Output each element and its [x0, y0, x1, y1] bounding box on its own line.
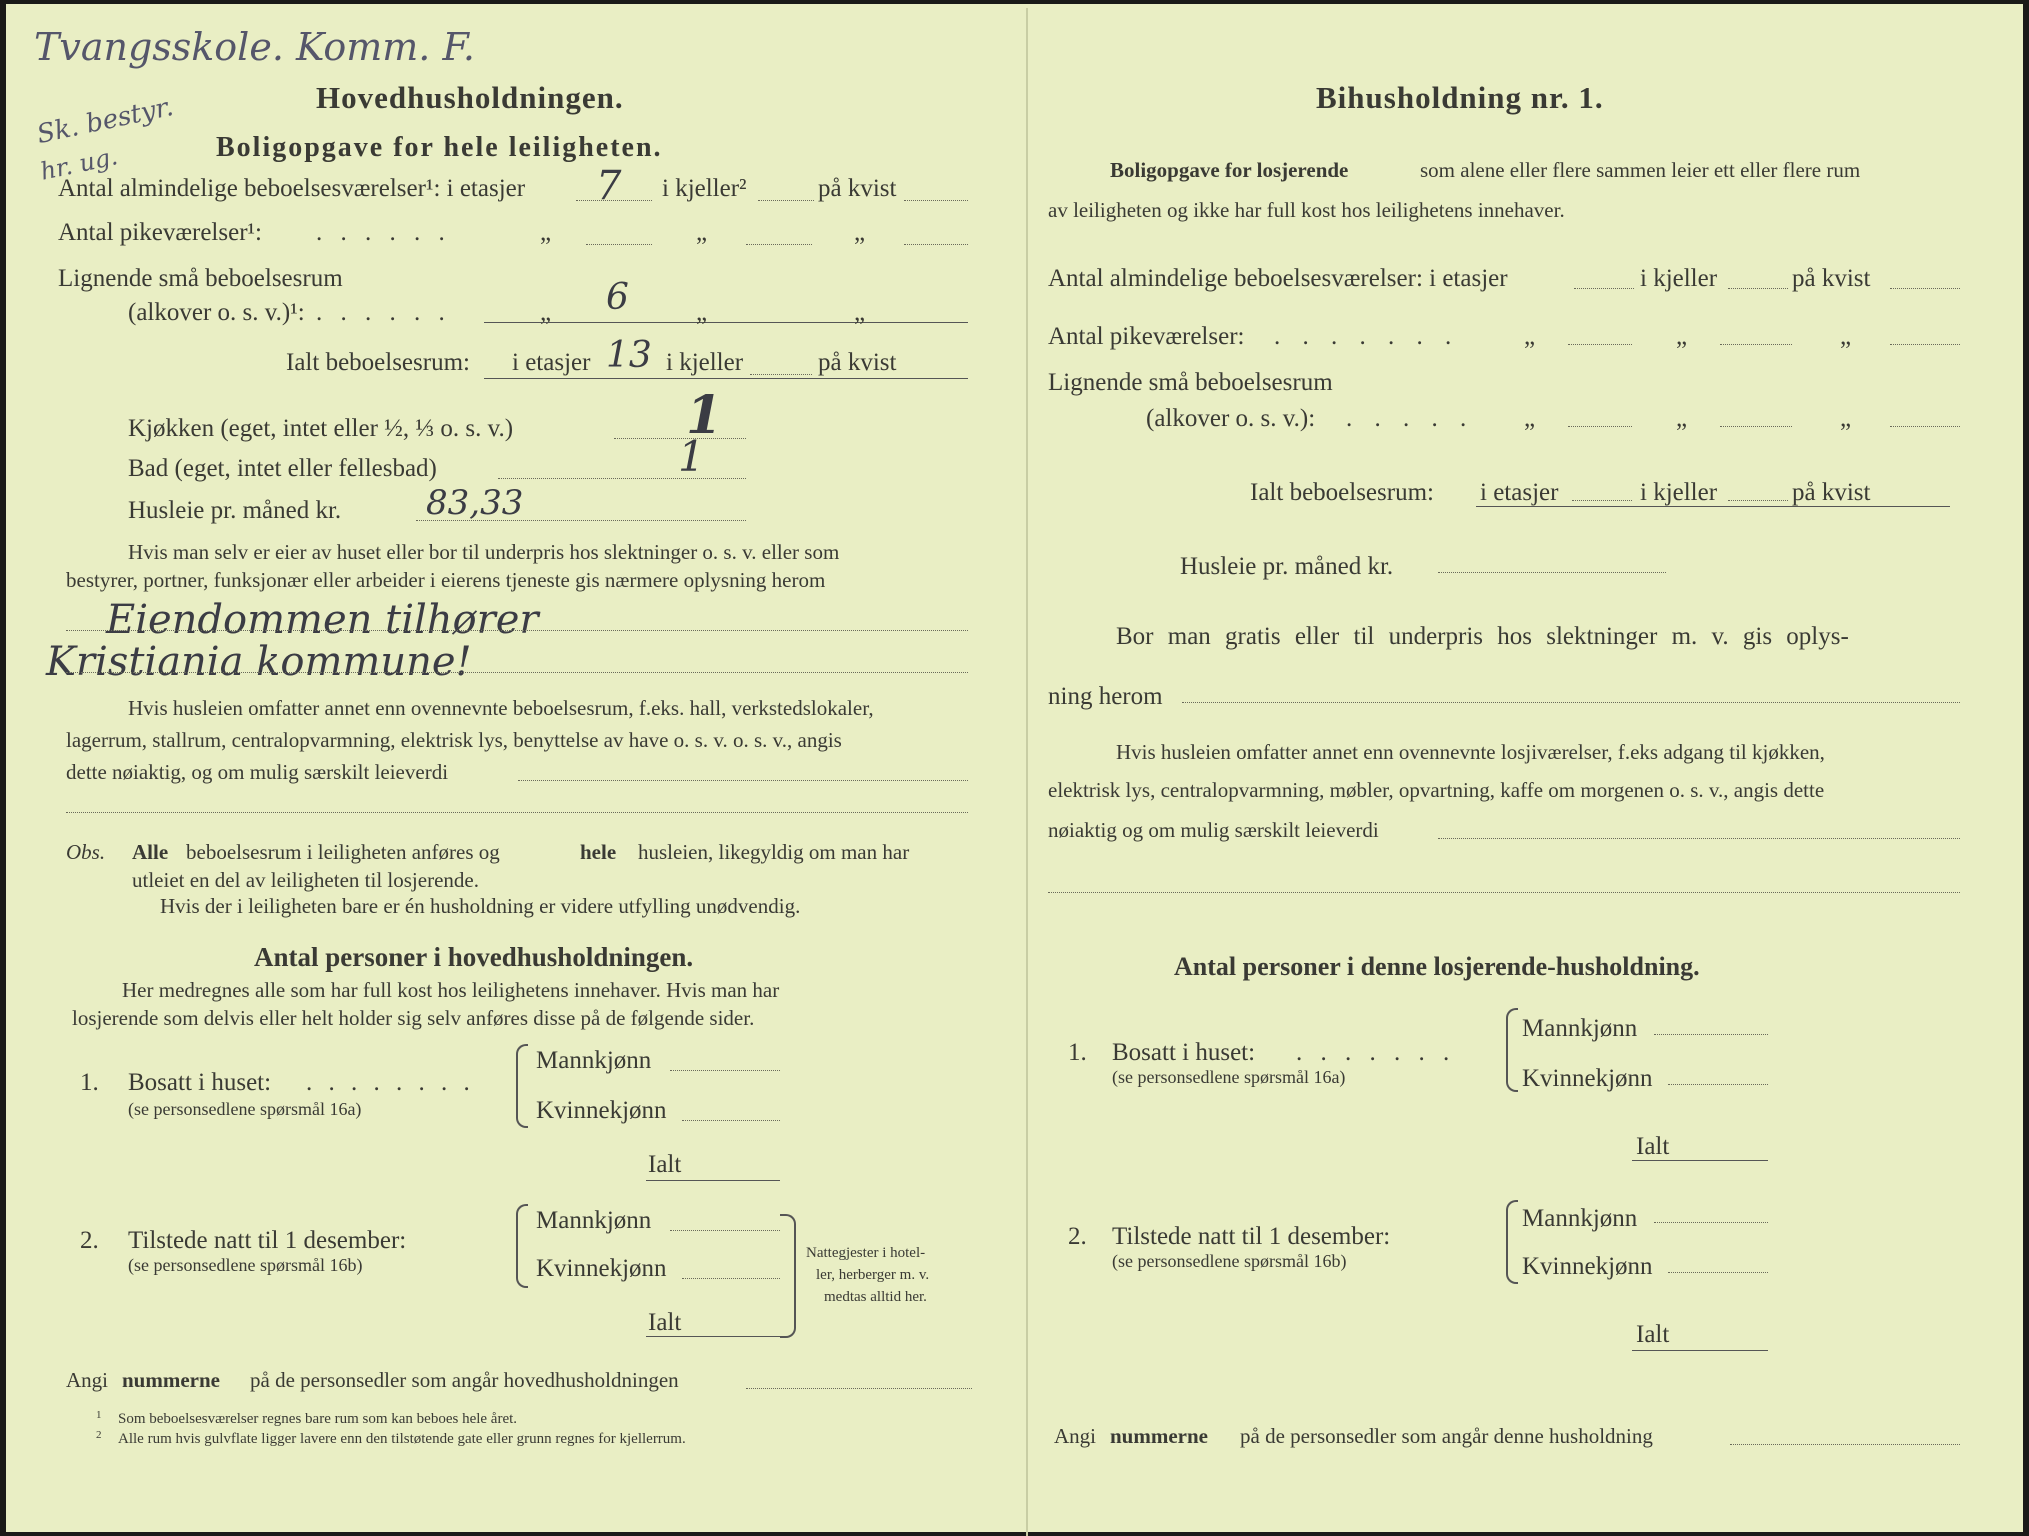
left-row3-label2: (alkover o. s. v.)¹:: [128, 299, 305, 326]
left-q2-num: 2.: [80, 1227, 99, 1254]
left-row2-dots: . . . . . .: [316, 219, 451, 246]
right-omfatter2: elektrisk lys, centralopvarmning, møbler, opvartning, kaffe om morgenen o. s. v., angis dette: [1048, 778, 1825, 802]
right-q1-ialt: Ialt: [1636, 1133, 1670, 1160]
left-persons-text2: losjerende som delvis eller helt holder sig selv anføres disse på de følgende sider.: [72, 1006, 755, 1030]
left-q2-ialt: Ialt: [648, 1309, 682, 1336]
left-omfatter-text2: lagerrum, stallrum, centralopvarmning, elektrisk lys, benyttelse av have o. s. v. o. s. v., angis: [66, 728, 842, 752]
right-q2-mann: Mannkjønn: [1522, 1205, 1638, 1232]
right-omfatter3: nøiaktig og om mulig særskilt leieverdi: [1048, 818, 1379, 842]
right-gratis2: ning herom: [1048, 683, 1163, 710]
left-natt-note1: Nattegjester i hotel-: [806, 1245, 926, 1261]
left-angi-c: på de personsedler som angår hovedhusholdningen: [250, 1368, 679, 1392]
left-eier-handwritten-1: Eiendommen tilhører: [106, 597, 539, 643]
left-q2-mann: Mannkjønn: [536, 1207, 652, 1234]
right-row2-ditto-3: „: [1840, 323, 1852, 350]
right-row3-ditto-1: „: [1524, 405, 1536, 432]
left-footnote1: Som beboelsesværelser regnes bare rum som kan beboes hele året.: [118, 1411, 518, 1427]
left-kjokken-label: Kjøkken (eget, intet eller ½, ⅓ o. s. v.): [128, 415, 514, 442]
right-q2-kvinne: Kvinnekjønn: [1522, 1253, 1653, 1280]
left-angi-b: nummerne: [122, 1368, 220, 1392]
left-q1-dots: . . . . . . . .: [306, 1069, 475, 1096]
left-obs-hele: hele: [580, 840, 617, 864]
left-omfatter-text3: dette nøiaktig, og om mulig særskilt leieverdi: [66, 760, 449, 784]
left-q1-label: Bosatt i huset:: [128, 1069, 272, 1096]
right-angi-c: på de personsedler som angår denne husholdning: [1240, 1424, 1653, 1448]
left-eier-handwritten-2: Kristiania kommune!: [46, 639, 472, 685]
left-natt-note3: medtas alltid her.: [824, 1289, 927, 1305]
left-q1-kvinne: Kvinnekjønn: [536, 1097, 667, 1124]
right-ialt-label: Ialt beboelsesrum:: [1250, 479, 1434, 506]
right-q1-dots: . . . . . . .: [1296, 1039, 1456, 1066]
left-title: Hovedhusholdningen.: [316, 80, 624, 115]
left-obs-text1b: beboelsesrum i leiligheten anføres og: [186, 840, 500, 864]
right-row1-label: Antal almindelige beboelsesværelser: i etasjer: [1048, 265, 1508, 292]
left-obs-label: Obs.: [66, 840, 106, 864]
right-angi-b: nummerne: [1110, 1424, 1208, 1448]
left-row1-label: Antal almindelige beboelsesværelser¹: i etasjer: [58, 175, 526, 202]
left-row1-kjeller: i kjeller²: [662, 175, 747, 202]
right-intro-bold: Boligopgave for losjerende: [1110, 158, 1349, 182]
left-q1-ialt: Ialt: [648, 1151, 682, 1178]
left-husleie-value: 83,33: [426, 483, 524, 523]
right-row3-ditto-3: „: [1840, 405, 1852, 432]
left-footnote1-mark: 1: [96, 1409, 102, 1421]
right-persons-title: Antal personer i denne losjerende-husholdning.: [1174, 952, 1700, 981]
right-omfatter1: Hvis husleien omfatter annet enn ovennevnte losjiværelser, f.eks adgang til kjøkken,: [1116, 740, 1825, 764]
right-q2-ialt: Ialt: [1636, 1321, 1670, 1348]
right-row2-ditto-1: „: [1524, 323, 1536, 350]
census-form-sheet: [6, 4, 2023, 1532]
right-ialt-kvist: på kvist: [1792, 479, 1871, 506]
left-q2-kvinne: Kvinnekjønn: [536, 1255, 667, 1282]
left-ialt-kvist: på kvist: [818, 349, 897, 376]
left-row2-label: Antal pikeværelser¹:: [58, 219, 262, 246]
left-ialt-kjeller: i kjeller: [666, 349, 744, 376]
left-row1-kvist: på kvist: [818, 175, 897, 202]
right-row2-dots: . . . . . . .: [1274, 323, 1460, 350]
left-omfatter-text1: Hvis husleien omfatter annet enn ovennevnte beboelsesrum, f.eks. hall, verkstedslokaler,: [128, 696, 874, 720]
left-subtitle: Boligopgave for hele leiligheten.: [216, 132, 663, 163]
right-angi-a: Angi: [1054, 1424, 1096, 1448]
right-gratis1: Bor man gratis eller til underpris hos slektninger m. v. gis oplys-: [1116, 623, 1849, 650]
left-q1-mann: Mannkjønn: [536, 1047, 652, 1074]
left-eier-text2: bestyrer, portner, funksjonær eller arbeider i eierens tjeneste gis nærmere oplysning herom: [66, 568, 826, 592]
page-fold: [1026, 8, 1028, 1536]
right-q1-sub: (se personsedlene spørsmål 16a): [1112, 1067, 1346, 1087]
left-obs-text1d: husleien, likegyldig om man har: [638, 840, 910, 864]
left-q2-label: Tilstede natt til 1 desember:: [128, 1227, 407, 1254]
left-row3-ditto-3: „: [854, 299, 866, 326]
right-q2-num: 2.: [1068, 1223, 1087, 1250]
right-row3-ditto-2: „: [1676, 405, 1688, 432]
left-row3-ditto-2: „: [696, 299, 708, 326]
right-q2-sub: (se personsedlene spørsmål 16b): [1112, 1251, 1347, 1271]
left-persons-title: Antal personer i hovedhusholdningen.: [254, 942, 694, 972]
right-row1-kvist: på kvist: [1792, 265, 1871, 292]
left-q1-num: 1.: [80, 1069, 99, 1096]
left-row3-dots: . . . . . .: [316, 299, 451, 326]
right-q2-label: Tilstede natt til 1 desember:: [1112, 1223, 1391, 1250]
left-q2-sub: (se personsedlene spørsmål 16b): [128, 1255, 363, 1275]
right-q1-kvinne: Kvinnekjønn: [1522, 1065, 1653, 1092]
right-q1-mann: Mannkjønn: [1522, 1015, 1638, 1042]
annotation-margin-1: Sk. bestyr.: [34, 91, 177, 151]
annotation-margin-2: hr. ug.: [37, 142, 121, 186]
left-kjokken-value: 1: [686, 385, 723, 446]
left-ialt-etasjer-value: 13: [606, 335, 652, 376]
left-row2-ditto-3: „: [854, 219, 866, 246]
left-footnote2: Alle rum hvis gulvflate ligger lavere enn den tilstøtende gate eller grunn regnes for kjellerrum.: [118, 1431, 686, 1447]
left-obs-text2: utleiet en del av leiligheten til losjerende.: [132, 868, 479, 892]
right-intro2: av leiligheten og ikke har full kost hos leilighetens innehaver.: [1048, 198, 1565, 222]
left-angi-a: Angi: [66, 1368, 108, 1392]
left-eier-text1: Hvis man selv er eier av huset eller bor til underpris hos slektninger o. s. v. eller som: [128, 540, 840, 564]
left-row2-ditto-2: „: [696, 219, 708, 246]
right-row1-kjeller: i kjeller: [1640, 265, 1718, 292]
left-ialt-etasjer-label: i etasjer: [512, 349, 591, 376]
left-ialt-label: Ialt beboelsesrum:: [286, 349, 470, 376]
right-husleie-label: Husleie pr. måned kr.: [1180, 553, 1394, 580]
left-bad-label: Bad (eget, intet eller fellesbad): [128, 455, 437, 482]
right-row3-dots: . . . . .: [1346, 405, 1475, 432]
left-row3-etasjer: 6: [606, 277, 629, 318]
right-intro1b: som alene eller flere sammen leier ett eller flere rum: [1420, 158, 1861, 182]
left-persons-text1: Her medregnes alle som har full kost hos leilighetens innehaver. Hvis man har: [122, 978, 780, 1002]
left-husleie-label: Husleie pr. måned kr.: [128, 497, 342, 524]
left-footnote2-mark: 2: [96, 1429, 102, 1441]
right-title: Bihusholdning nr. 1.: [1316, 80, 1604, 115]
right-q1-label: Bosatt i huset:: [1112, 1039, 1256, 1066]
left-row2-ditto-1: „: [540, 219, 552, 246]
right-ialt-kjeller: i kjeller: [1640, 479, 1718, 506]
annotation-top-left: Tvangsskole. Komm. F.: [34, 25, 475, 69]
right-row2-ditto-2: „: [1676, 323, 1688, 350]
right-row3-label1: Lignende små beboelsesrum: [1048, 369, 1333, 396]
left-row3-label1: Lignende små beboelsesrum: [58, 265, 343, 292]
right-row2-label: Antal pikeværelser:: [1048, 323, 1245, 350]
left-q1-sub: (se personsedlene spørsmål 16a): [128, 1099, 362, 1119]
left-bad-value: 1: [678, 432, 705, 481]
left-natt-note2: ler, herberger m. v.: [816, 1267, 930, 1283]
right-q1-num: 1.: [1068, 1039, 1087, 1066]
left-obs-text3: Hvis der i leiligheten bare er én husholdning er videre utfylling unødvendig.: [160, 894, 801, 918]
left-row1-etasjer: 7: [596, 163, 622, 209]
left-row3-ditto-1: „: [540, 299, 552, 326]
left-obs-alle: Alle: [132, 840, 169, 864]
right-ialt-etasjer: i etasjer: [1480, 479, 1559, 506]
right-row3-label2: (alkover o. s. v.):: [1146, 405, 1316, 432]
